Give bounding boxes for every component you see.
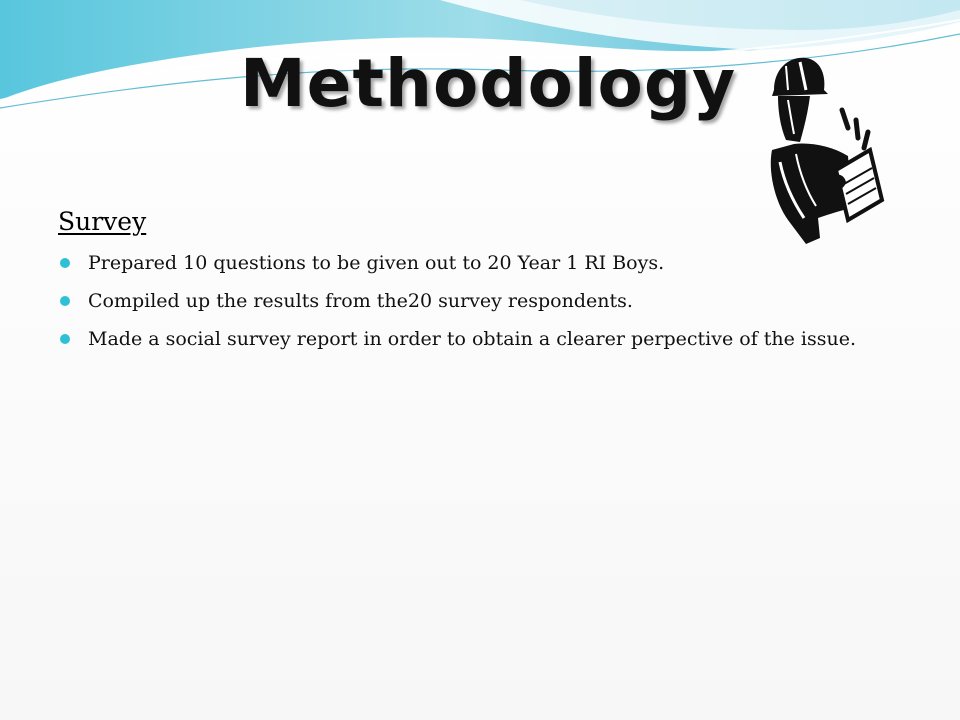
slide-title: Methodology	[240, 45, 737, 122]
bullet-dot-icon	[60, 258, 70, 268]
slide-body	[58, 206, 878, 363]
bullet-dot-icon	[60, 334, 70, 344]
list-item	[58, 287, 878, 315]
list-item	[58, 325, 878, 353]
bullet-text: Compiled up the results from the20 survey respondents.	[88, 289, 633, 312]
bullet-list	[58, 249, 878, 353]
section-subtitle: Survey	[58, 207, 147, 236]
list-item	[58, 249, 878, 277]
bullet-dot-icon	[60, 296, 70, 306]
bullet-text: Prepared 10 questions to be given out to 20 Year 1 RI Boys.	[88, 251, 665, 274]
bullet-text: Made a social survey report in order to obtain a clearer perpective of the issue.	[88, 327, 857, 350]
